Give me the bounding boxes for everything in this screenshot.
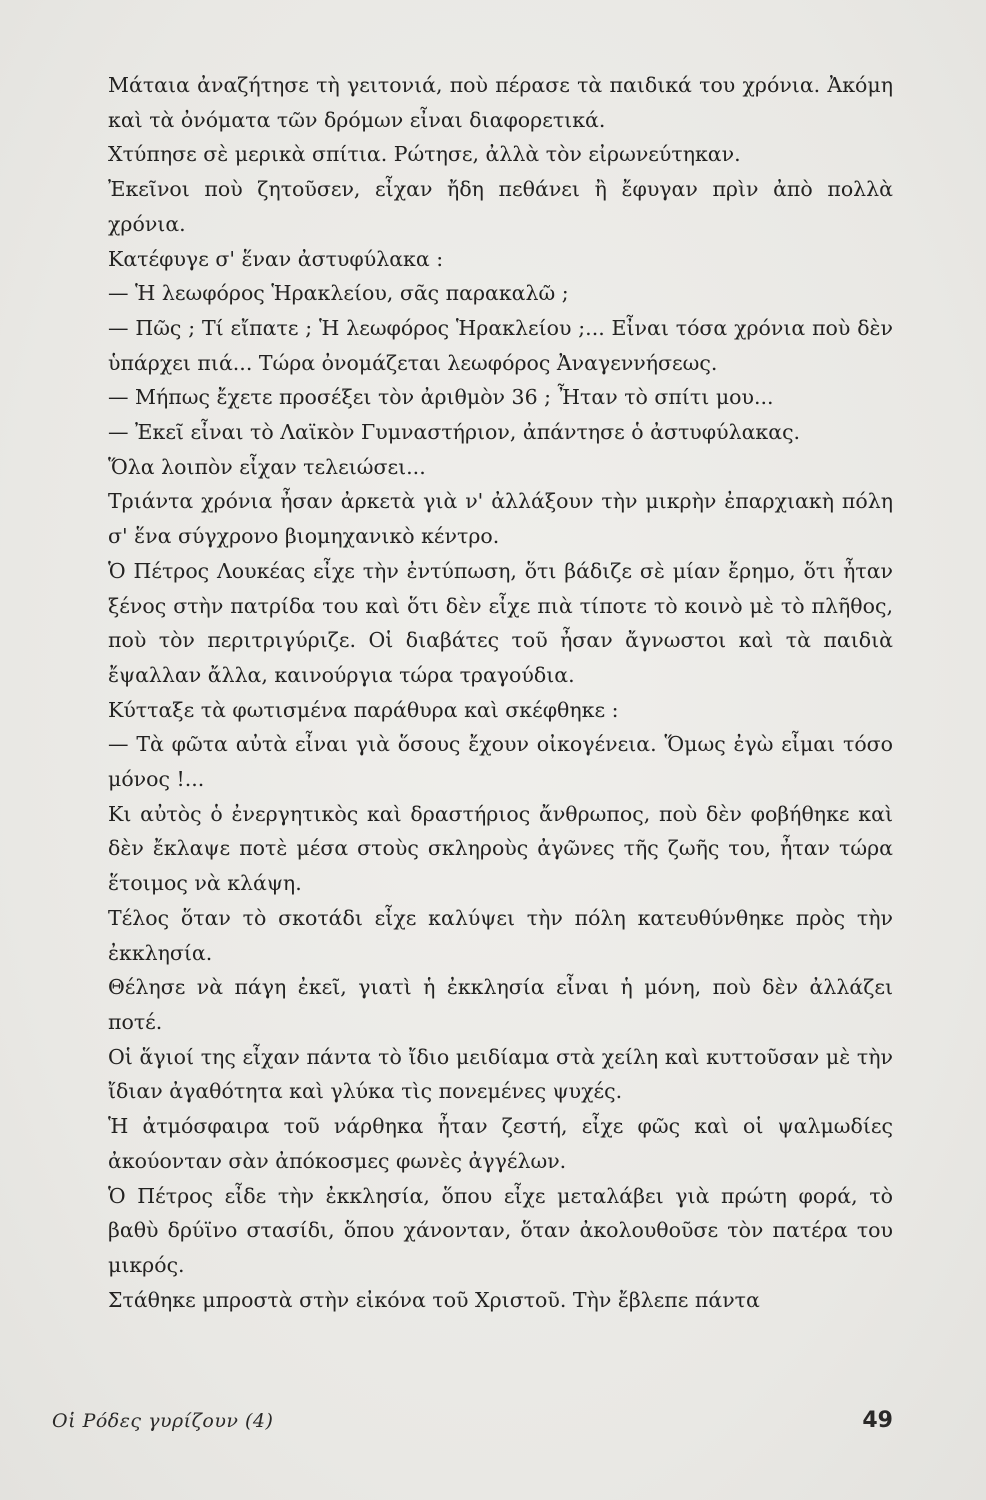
paragraph: Τριάντα χρόνια ἦσαν ἀρκετὰ γιὰ ν' ἀλλάξουν τὴν μικρὴν ἐπαρχιακὴ πόλη σ' ἕνα σύγχρονο βιομηχανικὸ κέντρο. [108,489,893,549]
paragraph: — Μήπως ἔχετε προσέξει τὸν ἀριθμὸν 36 ; Ἦταν τὸ σπίτι μου... [108,385,774,410]
footer-title: Οἱ Ρόδες γυρίζουν (4) [52,1410,274,1432]
paragraph: Ἐκεῖνοι ποὺ ζητοῦσεν, εἶχαν ἤδη πεθάνει ἢ ἔφυγαν πρὶν ἀπὸ πολλὰ χρόνια. [108,177,893,236]
paragraph: Οἱ ἅγιοί της εἶχαν πάντα τὸ ἴδιο μειδίαμα στὰ χείλη καὶ κυττοῦσαν μὲ τὴν ἴδιαν ἀγαθότητα καὶ γλύκα τὶς πονεμένες ψυχές. [108,1044,893,1104]
paragraph: Τέλος ὅταν τὸ σκοτάδι εἶχε καλύψει τὴν πόλη κατευθύνθηκε πρὸς τὴν ἐκκλησία. [108,905,893,965]
paragraph: Ὁ Πέτρος εἶδε τὴν ἐκκλησία, ὅπου εἶχε μεταλάβει γιὰ πρώτη φορά, τὸ βαθὺ δρύϊνο στασίδι, ὅπου χάνονταν, ὅταν ἀκολουθοῦσε τὸν πατέρα του μικρός. [108,1183,893,1277]
paragraph: — Τὰ φῶτα αὐτὰ εἶναι γιὰ ὅσους ἔχουν οἰκογένεια. Ὅμως ἐγὼ εἶμαι τόσο μόνος !... [108,732,893,792]
paragraph: Μάταια ἀναζήτησε τὴ γειτονιά, ποὺ πέρασε τὰ παιδικά του χρόνια. Ἀκόμη καὶ τὰ ὀνόματα τῶν δρόμων εἶναι διαφορετικά. [108,73,893,132]
paragraph: Ἡ ἀτμόσφαιρα τοῦ νάρθηκα ἦταν ζεστή, εἶχε φῶς καὶ οἱ ψαλμωδίες ἀκούονταν σὰν ἀπόκοσμες φωνὲς ἀγγέλων. [108,1114,893,1173]
paragraph: — Ἐκεῖ εἶναι τὸ Λαϊκὸν Γυμναστήριον, ἀπάντησε ὁ ἀστυφύλακας. [108,420,801,445]
paragraph: Θέλησε νὰ πάγη ἐκεῖ, γιατὶ ἡ ἐκκλησία εἶναι ἡ μόνη, ποὺ δὲν ἀλλάζει ποτέ. [108,975,893,1034]
paragraph: Στάθηκε μπροστὰ στὴν εἰκόνα τοῦ Χριστοῦ. Τὴν ἔβλεπε πάντα [108,1287,760,1312]
paragraph: — Ἡ λεωφόρος Ἡρακλείου, σᾶς παρακαλῶ ; [108,281,569,306]
paragraph: Χτύπησε σὲ μερικὰ σπίτια. Ρώτησε, ἀλλὰ τὸν εἰρωνεύτηκαν. [108,142,741,167]
paragraph: Ὅλα λοιπὸν εἶχαν τελειώσει... [108,454,426,479]
paragraph: Κι αὐτὸς ὁ ἐνεργητικὸς καὶ δραστήριος ἄνθρωπος, ποὺ δὲν φοβήθηκε καὶ δὲν ἔκλαψε ποτὲ μέσα στοὺς σκληροὺς ἀγῶνες τῆς ζωῆς του, ἦταν τώρα ἕτοιμος νὰ κλάψη. [108,801,893,896]
page-number: 49 [862,1408,893,1433]
paragraph: Ὁ Πέτρος Λουκέας εἶχε τὴν ἐντύπωση, ὅτι βάδιζε σὲ μίαν ἔρημο, ὅτι ἦταν ξένος στὴν πατρίδα του καὶ ὅτι δὲν εἶχε πιὰ τίποτε τὸ κοινὸ μὲ τὸ πλῆθος, ποὺ τὸν περιτριγύριζε. Οἱ διαβάτες τοῦ ἦσαν ἄγνωστοι καὶ τὰ παιδιὰ ἔψαλλαν ἄλλα, καινούργια τώρα τραγούδια. [108,558,893,687]
paragraph: Κατέφυγε σ' ἕναν ἀστυφύλακα : [108,246,444,271]
paragraph: — Πῶς ; Τί εἴπατε ; Ἡ λεωφόρος Ἡρακλείου ;... Εἶναι τόσα χρόνια ποὺ δὲν ὑπάρχει πιά... Τώρα ὀνομάζεται λεωφόρος Ἀναγεννήσεως. [108,315,893,375]
paragraph: Κύτταξε τὰ φωτισμένα παράθυρα καὶ σκέφθηκε : [108,697,619,722]
page-footer [52,1410,893,1444]
body-text [108,68,893,1317]
